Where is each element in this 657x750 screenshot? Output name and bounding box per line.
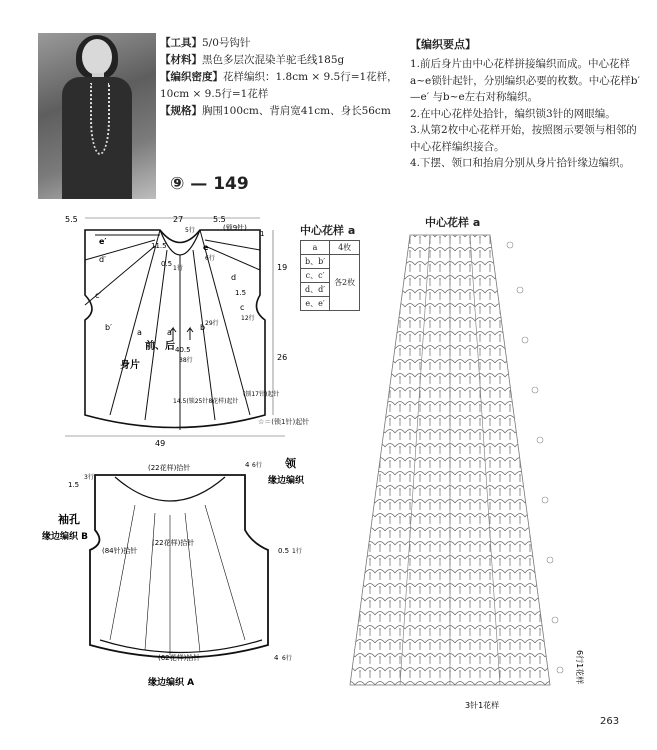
svg-text:1: 1 [260,230,265,238]
svg-text:d′: d′ [99,255,106,264]
svg-text:b′: b′ [105,323,112,332]
svg-text:40.5: 40.5 [175,346,191,354]
svg-text:1.5: 1.5 [235,289,247,297]
req-item: 3.从第2枚中心花样开始，按照图示要领与相邻的中心花样编织接合。 [410,124,637,153]
svg-text:c′: c′ [95,291,102,300]
svg-text:1行: 1行 [173,265,183,272]
svg-text:b: b [200,323,206,332]
svg-text:缘边编织 A: 缘边编织 A [148,678,195,688]
svg-text:e: e [203,243,209,252]
star-note: ☆＝(锁1针)起针 [258,418,310,426]
svg-text:5行: 5行 [185,227,195,234]
table-row: a 4枚 [301,241,360,255]
svg-text:(62花样)拾针: (62花样)拾针 [158,654,201,662]
crochet-chart [345,230,605,710]
svg-text:14.5(锁25针8花样)起针: 14.5(锁25针8花样)起针 [173,398,239,405]
svg-text:0.5: 0.5 [161,260,173,268]
svg-text:26: 26 [277,353,288,362]
svg-text:领: 领 [285,457,296,470]
svg-text:1.5: 1.5 [68,481,80,489]
svg-text:6行: 6行 [205,255,215,262]
svg-text:11.5: 11.5 [151,242,167,250]
svg-text:前、后: 前、后 [145,341,175,352]
svg-text:0.5: 0.5 [278,547,290,555]
req-item: 2.在中心花样处拾针，编织锁3针的网眼编。 [410,107,616,120]
svg-text:3针1花样: 3针1花样 [465,701,500,710]
svg-text:缘边编织 B: 缘边编织 B [42,532,88,542]
svg-text:a: a [137,328,142,337]
svg-text:6行: 6行 [252,462,262,469]
table-row: b、b′ 各2枚 [301,255,360,269]
svg-text:6行1花样: 6行1花样 [575,650,584,685]
svg-text:(84针)拾针: (84针)拾针 [102,547,138,555]
svg-text:(锁9针): (锁9针) [223,224,247,232]
gauge-row: 【编织密度】花样编织：1.8cm × 9.5行=1花样，10cm × 9.5行=1花样 [160,71,398,100]
svg-text:27: 27 [173,215,184,224]
svg-text:19: 19 [277,263,288,272]
svg-text:缘边编织: 缘边编织 [268,476,305,486]
svg-text:4: 4 [274,654,279,662]
requirements-title: 【编织要点】 [410,38,476,51]
svg-text:49: 49 [155,439,166,448]
svg-text:1行: 1行 [292,548,302,555]
svg-text:5.5: 5.5 [65,215,78,224]
req-item: 1.前后身片由中心花样拼接编织而成。中心花样a~e锁针起针，分别编织必要的枚数。中心花样b′ —e′ 与b~e左右对称编织。 [410,58,640,103]
svg-text:6行: 6行 [282,655,292,662]
svg-text:(锁17针)起针: (锁17针)起针 [243,391,280,398]
pattern-code: ⑨ — 149 [170,174,249,194]
table-row: e、e′ [301,297,360,311]
table-row: c、c′ [301,269,360,283]
body-panel-diagram [55,210,295,450]
chart-title: 中心花样 a [425,216,481,229]
table-row: d、d′ [301,283,360,297]
page-number: 263 [600,716,620,727]
svg-text:38行: 38行 [179,357,193,364]
materials-block [160,35,400,120]
size-row: 【规格】胸围100cm、背肩宽41cm、身长56cm [160,105,391,117]
svg-text:(22花样)拾针: (22花样)拾针 [152,539,195,547]
svg-text:5.5: 5.5 [213,215,226,224]
tools-row: 【工具】5/0号钩针 [160,37,251,49]
svg-text:e′: e′ [99,237,107,246]
svg-text:a: a [167,328,172,337]
svg-text:12行: 12行 [241,315,255,322]
svg-text:3行: 3行 [84,474,94,481]
req-item: 4.下摆、领口和抬肩分别从身片拾针缘边编织。 [410,157,631,169]
svg-text:袖孔: 袖孔 [58,513,80,526]
svg-text:29行: 29行 [205,320,219,327]
svg-text:身片: 身片 [120,360,140,371]
edging-diagram [40,455,330,700]
model-photo [38,33,156,199]
svg-text:(22花样)拾针: (22花样)拾针 [148,464,191,472]
svg-text:d: d [231,273,237,282]
svg-text:4: 4 [245,461,250,469]
material-row: 【材料】黑色多层次混染羊驼毛线185g [160,54,345,66]
legend-table-title: 中心花样 a [300,224,356,237]
requirements-list [410,56,640,172]
svg-text:c: c [240,303,245,312]
